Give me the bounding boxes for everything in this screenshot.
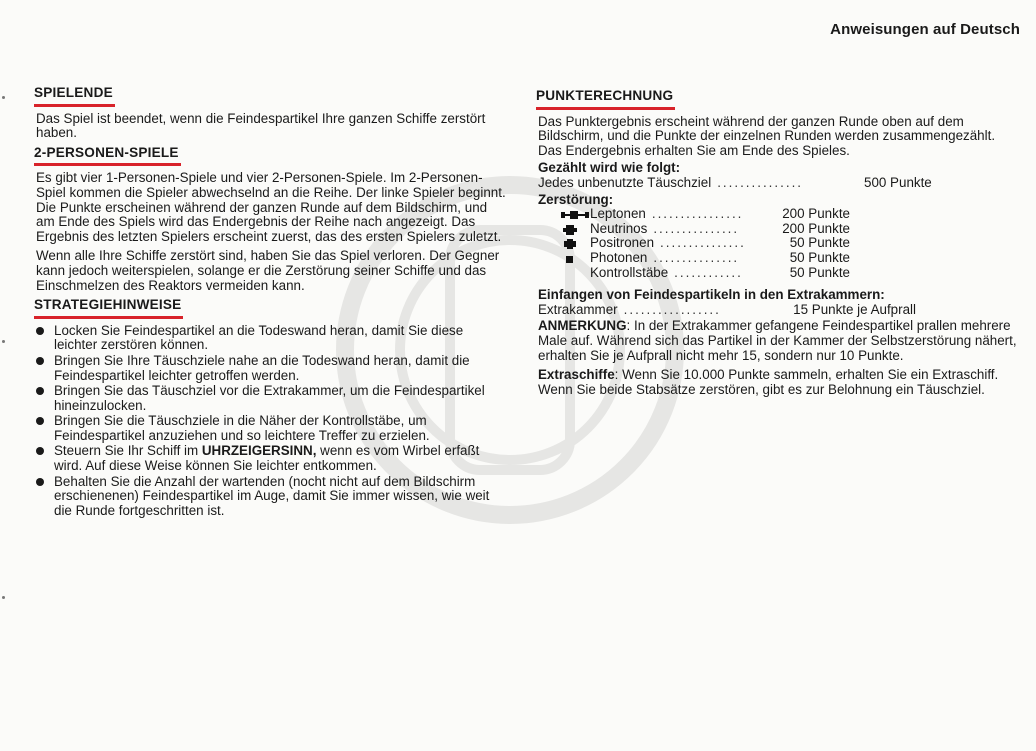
bullet-icon	[36, 478, 44, 486]
list-item	[36, 414, 506, 443]
heading-strategie: STRATEGIEHINWEISE	[34, 298, 183, 319]
right-column	[538, 89, 1018, 402]
list-item-text: Behalten Sie die Anzahl der wartenden (nocht nicht auf dem Bildschirm erschienenen) Feindespartikel im Auge, damit Sie immer wissen, wie weit die Runde fortgeschritten ist.	[54, 473, 490, 518]
leader-dots: ...............	[717, 175, 804, 190]
section-2-personen	[36, 146, 506, 293]
row-label: Kontrollstäbe	[590, 264, 669, 280]
bullet-icon	[36, 387, 44, 395]
list-item	[36, 475, 506, 519]
leader-dots: ...............	[653, 221, 740, 236]
taeuschziel-value: 500 Punkte	[864, 174, 932, 190]
extraschiffe-text: : Wenn Sie 10.000 Punkte sammeln, erhalten Sie ein Extraschiff. Wenn Sie beide Stabsätze zerstören, gibt es zur Belohnung ein Täuschziel.	[538, 367, 999, 397]
heading-spielende: SPIELENDE	[34, 86, 115, 107]
extrakammer-label: Extrakammer	[538, 301, 618, 317]
list-item	[36, 444, 506, 473]
heading-2-personen: 2-PERSONEN-SPIELE	[34, 146, 181, 167]
einfangen-label: Einfangen von Feindespartikeln in den Extrakammern:	[538, 287, 885, 303]
row-value: 50 Punkte	[789, 264, 850, 280]
leader-dots: ............	[674, 265, 743, 280]
left-column	[36, 86, 506, 521]
table-row	[560, 251, 850, 266]
anmerkung-text: : In der Extrakammer gefangene Feindespartikel prallen mehrere Male auf. Während sich das Partikel in der Kammer der Selbstzerstörung nähert, erhalten Sie je Aufprall nicht mehr 15, sondern nur 10 Punkte.	[538, 318, 1017, 363]
leader-dots: ................	[651, 207, 744, 222]
section-spielende	[36, 86, 506, 141]
table-row	[560, 266, 850, 281]
zerstoerung-table	[560, 207, 850, 280]
leader-dots: ...............	[653, 250, 740, 265]
photon-icon	[560, 254, 590, 264]
extrakammer-value: 15 Punkte je Aufprall	[793, 301, 916, 317]
bullet-icon	[36, 357, 44, 365]
lepton-icon	[560, 210, 590, 220]
taeuschziel-row	[538, 176, 938, 191]
list-item	[36, 384, 506, 413]
heading-punkterechnung: PUNKTERECHNUNG	[536, 89, 675, 110]
table-row	[560, 236, 850, 251]
2-personen-paragraph-2: Wenn alle Ihre Schiffe zerstört sind, haben Sie das Spiel verloren. Der Gegner kann jedoch weiterspielen, solange er die Zerstörung seiner Schiffe und das Einschmelzen des Reaktors vermeiden kann.	[36, 248, 500, 293]
row-label: Neutrinos	[590, 220, 648, 236]
bullet-icon	[36, 327, 44, 335]
list-item-text: Steuern Sie Ihr Schiff im	[54, 443, 202, 459]
list-item	[36, 354, 506, 383]
anmerkung-paragraph	[538, 319, 1018, 363]
list-item-text: wenn es vom Wirbel erfaßt wird. Auf diese Weise können Sie leichter entkommen.	[54, 443, 480, 474]
anmerkung-label: ANMERKUNG	[538, 318, 627, 334]
leader-dots: .................	[623, 302, 721, 317]
row-label: Photonen	[590, 249, 648, 265]
positron-icon	[560, 239, 590, 249]
strategie-list	[36, 324, 506, 519]
extraschiffe-paragraph	[538, 368, 1018, 397]
2-personen-paragraph-1: Es gibt vier 1-Personen-Spiele und vier 2-Personen-Spiele. Im 2-Personen-Spiel kommen die Spieler abwechselnd an die Reihe. Der linke Spieler beginnt. Die Punkte erscheinen während der ganzen Runde auf dem Bildschirm, und am Ende des Spiels wird das Endergebnis der Reihe nach angezeigt. Das Ergebnis des letzten Spielers erscheint zuerst, das des ersten Spielers zuletzt.	[36, 170, 506, 244]
row-value: 50 Punkte	[789, 235, 850, 251]
edge-mark	[2, 340, 5, 343]
row-label: Leptonen	[590, 206, 646, 222]
table-row	[560, 222, 850, 237]
row-value: 200 Punkte	[782, 206, 850, 222]
section-strategie	[36, 298, 506, 518]
list-item-text: Bringen Sie das Täuschziel vor die Extrakammer, um die Feindespartikel hineinzulocken.	[54, 383, 485, 413]
list-item-emphasis: UHRZEIGERSINN,	[201, 443, 317, 459]
extraschiffe-label: Extraschiffe	[538, 367, 615, 383]
punkte-intro: Das Punktergebnis erscheint während der ganzen Runde oben auf dem Bildschirm, und die Punkte der einzelnen Runden werden zusammengezählt. Das Endergebnis erhalten Sie am Ende des Spieles.	[538, 113, 996, 158]
list-item-text: Bringen Sie Ihre Täuschziele nahe an die Todeswand heran, damit die Feindespartikel leichter getroffen werden.	[54, 352, 470, 383]
list-item-text: Locken Sie Feindespartikel an die Todeswand heran, damit Sie diese leichter zerstören können.	[54, 322, 464, 353]
zerstoerung-label: Zerstörung:	[538, 191, 614, 207]
row-label: Positronen	[590, 235, 655, 251]
list-item-text: Bringen Sie die Täuschziele in die Näher der Kontrollstäbe, um Feindespartikel anzuziehen und so leichtere Treffer zu erzielen.	[54, 413, 430, 443]
leader-dots: ...............	[660, 236, 746, 251]
gezaehlt-label: Gezählt wird wie folgt:	[538, 160, 681, 176]
page-title: Anweisungen auf Deutsch	[830, 21, 1020, 38]
edge-mark	[2, 596, 5, 599]
neutrino-icon	[560, 225, 590, 235]
list-item	[36, 324, 506, 353]
extrakammer-row	[538, 303, 916, 318]
table-row	[560, 207, 850, 222]
row-value: 200 Punkte	[782, 220, 850, 236]
edge-mark	[2, 96, 5, 99]
row-value: 50 Punkte	[789, 249, 850, 265]
bullet-icon	[36, 447, 44, 455]
taeuschziel-label: Jedes unbenutzte Täuschziel	[538, 174, 712, 190]
bullet-icon	[36, 417, 44, 425]
spielende-text: Das Spiel ist beendet, wenn die Feindespartikel Ihre ganzen Schiffe zerstört haben.	[36, 110, 486, 141]
